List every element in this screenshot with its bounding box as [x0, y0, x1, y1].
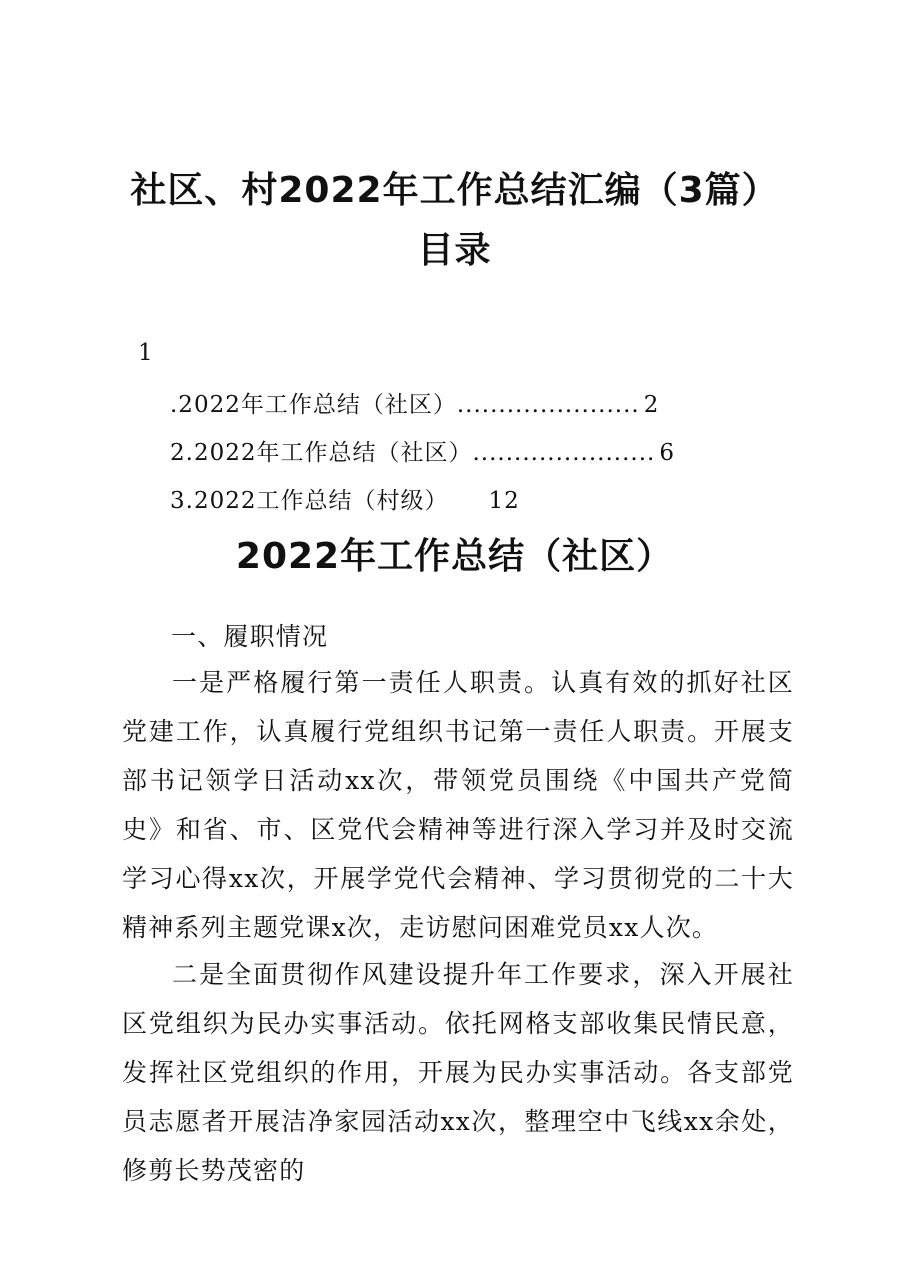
toc-entry-page: 12: [488, 488, 520, 514]
paragraph-1: 一是严格履行第一责任人职责。认真有效的抓好社区党建工作，认真履行党组织书记第一责任人职责。开展支部书记领学日活动xx次，带领党员围绕《中国共产党简史》和省、市、区党代会精神等进行深入学习并及时交流学习心得xx次，开展学党代会精神、学习贯彻党的二十大精神系列主题党课x次，走访慰问困难党员xx人次。: [122, 668, 794, 942]
toc-entry-2[interactable]: [170, 434, 675, 467]
section-title: 2022年工作总结（社区）: [235, 536, 674, 577]
toc-entry-label: 2.2022年工作总结（社区）: [170, 440, 473, 466]
document-title: 社区、村2022年工作总结汇编（3篇）: [130, 170, 779, 211]
toc-entry-label: .2022年工作总结（社区）: [170, 392, 457, 418]
toc-number: 1: [138, 340, 154, 366]
toc-entry-leader: ......................: [472, 440, 656, 466]
toc-entry-1[interactable]: [170, 386, 659, 419]
toc-entry-3[interactable]: [170, 482, 520, 515]
toc-title: 目录: [417, 230, 492, 271]
toc-entry-leader: ......................: [456, 392, 640, 418]
paragraph-2: 二是全面贯彻作风建设提升年工作要求，深入开展社区党组织为民办实事活动。依托网格支部收集民情民意，发挥社区党组织的作用，开展为民办实事活动。各支部党员志愿者开展洁净家园活动xx次，整理空中飞线xx余处，修剪长势茂密的: [122, 960, 794, 1185]
toc-entry-page: 6: [659, 440, 675, 466]
toc-entry-page: 2: [643, 392, 660, 418]
toc-entry-label: 3.2022工作总结（村级）: [170, 488, 449, 514]
heading-1: 一、履职情况: [171, 622, 329, 651]
